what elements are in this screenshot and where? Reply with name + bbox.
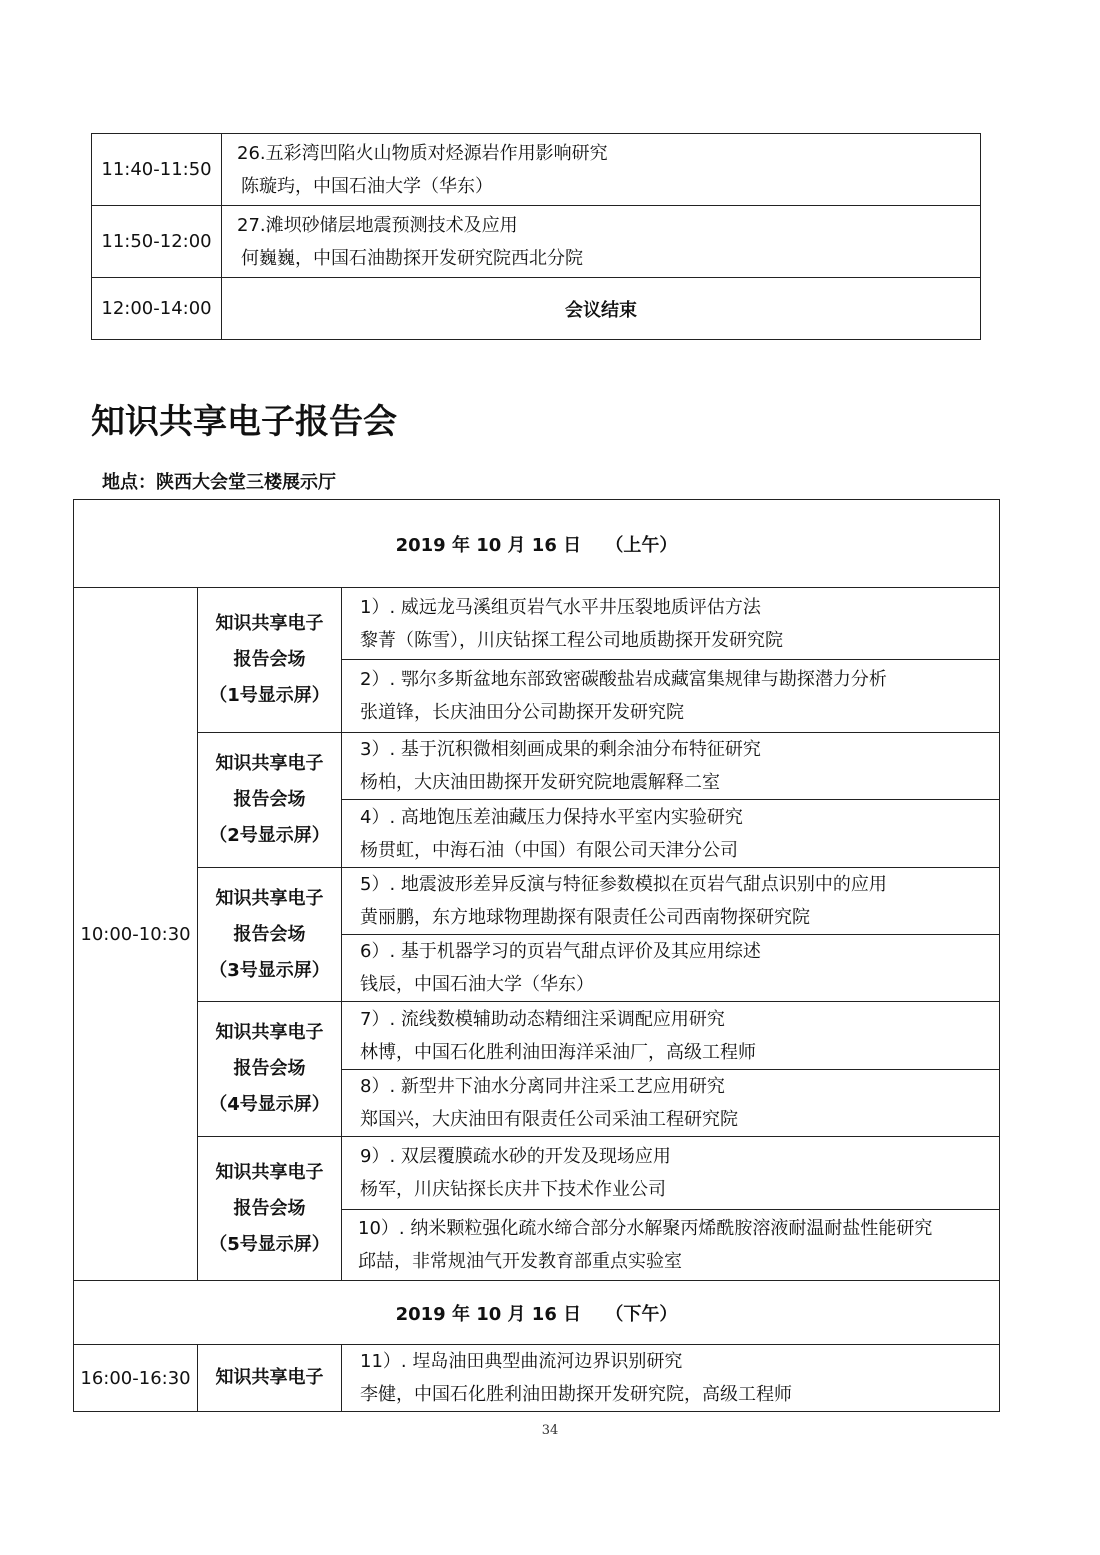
- table-row: [74, 1281, 1000, 1345]
- venue-cell: [198, 733, 342, 868]
- time-cell: 16:00-16:30: [74, 1345, 198, 1412]
- page-number: 34: [541, 1423, 559, 1438]
- talk-cell: [222, 134, 981, 206]
- schedule-table-continued: [91, 133, 981, 340]
- talk-author: 何巍巍，中国石油勘探开发研究院西北分院: [241, 247, 583, 269]
- talk-cell: [342, 1137, 1000, 1210]
- venue-line-2: 报告会场: [233, 1197, 306, 1219]
- table-row: [74, 868, 1000, 935]
- venue-line-2: 报告会场: [233, 923, 306, 945]
- talk-author: 黄丽鹏，东方地球物理勘探有限责任公司西南物探研究院: [360, 907, 810, 928]
- talk-author: 杨贯虹，中海石油（中国）有限公司天津分公司: [360, 839, 738, 861]
- talk-cell: [342, 733, 1000, 800]
- talk-author: 郑国兴，大庆油田有限责任公司采油工程研究院: [360, 1109, 738, 1130]
- time-cell: 11:50-12:00: [92, 206, 222, 278]
- talk-author: 邱喆，非常规油气开发教育部重点实验室: [358, 1251, 682, 1272]
- venue-cell: [198, 1002, 342, 1137]
- table-row: [74, 500, 1000, 588]
- table-row: [92, 278, 981, 340]
- talk-title: 3）. 基于沉积微相刻画成果的剩余油分布特征研究: [360, 739, 761, 760]
- venue-line-3: （1号显示屏）: [209, 685, 330, 706]
- venue-line-1: 知识共享电子: [215, 753, 324, 774]
- talk-title: 2）. 鄂尔多斯盆地东部致密碳酸盐岩成藏富集规律与勘探潜力分析: [360, 669, 887, 690]
- talk-title: 10）. 纳米颗粒强化疏水缔合部分水解聚丙烯酰胺溶液耐温耐盐性能研究: [358, 1218, 933, 1239]
- venue-line-2: 报告会场: [233, 1058, 306, 1079]
- schedule-table: [73, 499, 1000, 1412]
- talk-author: 钱辰，中国石油大学（华东）: [360, 974, 594, 995]
- table-row: [92, 134, 981, 206]
- table-row: [74, 1345, 1000, 1412]
- venue-line-1: 知识共享电子: [215, 1022, 324, 1043]
- time-cell: 11:40-11:50: [92, 134, 222, 206]
- talk-cell: [342, 660, 1000, 733]
- talk-title: 4）. 高地饱压差油藏压力保持水平室内实验研究: [360, 806, 743, 828]
- venue-line-3: （3号显示屏）: [209, 959, 330, 981]
- venue-line-2: 报告会场: [233, 649, 306, 670]
- day-header-morning: 2019 年 10 月 16 日 （上午）: [74, 500, 1000, 588]
- closing-label: 会议结束: [222, 278, 981, 340]
- venue-line-1: 知识共享电子: [215, 1161, 324, 1183]
- talk-cell: [342, 1002, 1000, 1070]
- talk-title: 8）. 新型井下油水分离同井注采工艺应用研究: [360, 1076, 725, 1097]
- talk-cell: [342, 935, 1000, 1002]
- talk-cell: [222, 206, 981, 278]
- talk-title: 9）. 双层覆膜疏水砂的开发及现场应用: [360, 1146, 671, 1167]
- talk-title: 26.五彩湾凹陷火山物质对烃源岩作用影响研究: [237, 142, 608, 164]
- venue-line-3: （4号显示屏）: [209, 1094, 330, 1115]
- time-cell: 10:00-10:30: [74, 588, 198, 1281]
- table-row: [74, 1002, 1000, 1070]
- talk-author: 张道锋，长庆油田分公司勘探开发研究院: [360, 702, 684, 723]
- venue-line-3: （2号显示屏）: [209, 825, 330, 846]
- talk-title: 5）. 地震波形差异反演与特征参数模拟在页岩气甜点识别中的应用: [360, 874, 887, 895]
- talk-author: 黎菁（陈雪），川庆钻探工程公司地质勘探开发研究院: [360, 629, 783, 651]
- talk-author: 李健，中国石化胜利油田勘探开发研究院，高级工程师: [360, 1384, 792, 1405]
- venue-cell: 知识共享电子: [198, 1345, 342, 1412]
- talk-author: 杨军，川庆钻探长庆井下技术作业公司: [360, 1179, 666, 1200]
- talk-title: 1）. 威远龙马溪组页岩气水平井压裂地质评估方法: [360, 596, 761, 618]
- talk-author: 杨柏，大庆油田勘探开发研究院地震解释二室: [360, 772, 720, 793]
- talk-cell: [342, 1210, 1000, 1281]
- talk-cell: [342, 588, 1000, 660]
- venue-cell: [198, 1137, 342, 1281]
- time-cell: 12:00-14:00: [92, 278, 222, 340]
- table-row: [74, 588, 1000, 660]
- day-header-afternoon: 2019 年 10 月 16 日 （下午）: [74, 1281, 1000, 1345]
- venue-line-1: 知识共享电子: [215, 613, 324, 634]
- table-row: [92, 206, 981, 278]
- talk-title: 7）. 流线数模辅助动态精细注采调配应用研究: [360, 1008, 725, 1030]
- talk-title: 27.滩坝砂储层地震预测技术及应用: [237, 214, 518, 236]
- talk-author: 陈璇玙，中国石油大学（华东）: [241, 175, 493, 197]
- talk-cell: [342, 800, 1000, 868]
- section-title: 知识共享电子报告会: [91, 402, 397, 442]
- talk-title: 11）. 埕岛油田典型曲流河边界识别研究: [360, 1351, 683, 1372]
- venue-line-2: 报告会场: [233, 789, 306, 810]
- venue-cell: [198, 868, 342, 1002]
- table-row: [74, 733, 1000, 800]
- talk-author: 林博，中国石化胜利油田海洋采油厂，高级工程师: [360, 1041, 756, 1063]
- venue-cell: [198, 588, 342, 733]
- talk-cell: [342, 1070, 1000, 1137]
- talk-title: 6）. 基于机器学习的页岩气甜点评价及其应用综述: [360, 941, 761, 962]
- talk-cell: [342, 1345, 1000, 1412]
- table-row: [74, 1137, 1000, 1210]
- talk-cell: [342, 868, 1000, 935]
- location-label: 地点：陕西大会堂三楼展示厅: [102, 472, 336, 493]
- venue-line-1: 知识共享电子: [215, 887, 324, 909]
- venue-line-3: （5号显示屏）: [209, 1233, 330, 1255]
